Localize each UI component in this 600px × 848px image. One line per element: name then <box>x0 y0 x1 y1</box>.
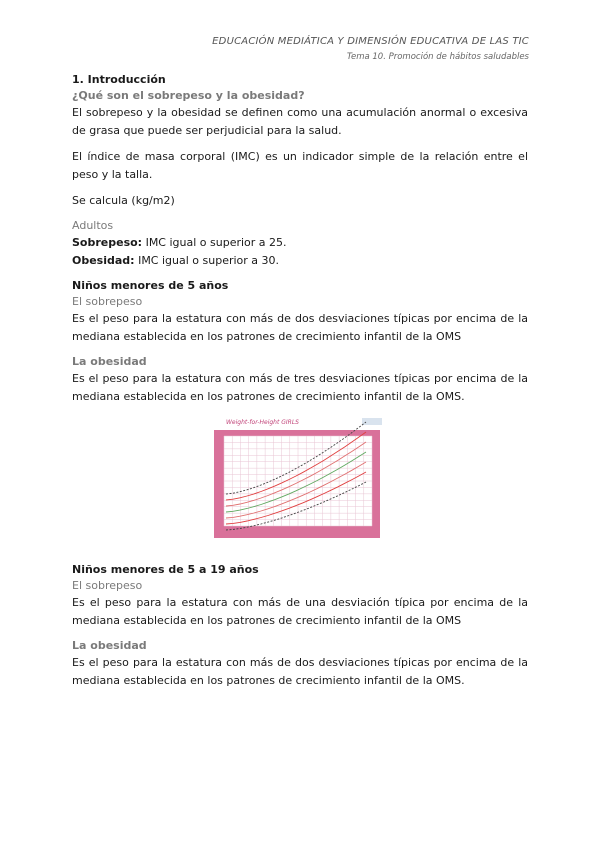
adults-overweight-label: Sobrepeso: <box>72 236 143 249</box>
5to19-overweight-title: El sobrepeso <box>72 579 143 592</box>
under5-overweight-text: Es el peso para la estatura con más de dos desviaciones típicas por encima de la mediana establecida en los patrones de crecimiento infantil de la OMS <box>72 312 528 343</box>
5to19-obesity-text: Es el peso para la estatura con más de dos desviaciones típicas por encima de la mediana establecida en los patrones de crecimiento infantil de la OMS. <box>72 656 528 687</box>
adults-overweight <box>72 234 528 252</box>
adults-overweight-text: IMC igual o superior a 25. <box>142 236 287 249</box>
adults-obesity-label: Obesidad: <box>72 254 135 267</box>
adults-title: Adultos <box>72 219 114 232</box>
section-title-intro: 1. Introducción <box>72 73 166 86</box>
under5-overweight-title: El sobrepeso <box>72 295 143 308</box>
under5-obesity-title: La obesidad <box>72 355 147 368</box>
growth-chart-graphic <box>212 416 388 542</box>
intro-paragraph-3: Se calcula (kg/m2) <box>72 194 175 207</box>
adults-obesity <box>72 252 528 270</box>
header-topic-title: Tema 10. Promoción de hábitos saludables <box>346 52 529 62</box>
header-course-title: EDUCACIÓN MEDIÁTICA Y DIMENSIÓN EDUCATIVA DE LAS TIC <box>212 36 529 47</box>
intro-paragraph-2: El índice de masa corporal (IMC) es un indicador simple de la relación entre el peso y la talla. <box>72 150 528 181</box>
document-body <box>72 72 528 690</box>
intro-paragraph-1: El sobrepeso y la obesidad se definen como una acumulación anormal o excesiva de grasa que puede ser perjudicial para la salud. <box>72 106 528 137</box>
weight-for-height-chart-image <box>212 416 388 542</box>
section-title-5to19: Niños menores de 5 a 19 años <box>72 563 259 576</box>
page-header <box>212 36 529 62</box>
5to19-obesity-title: La obesidad <box>72 639 147 652</box>
5to19-overweight-text: Es el peso para la estatura con más de una desviación típica por encima de la mediana establecida en los patrones de crecimiento infantil de la OMS <box>72 596 528 627</box>
under5-obesity-text: Es el peso para la estatura con más de tres desviaciones típicas por encima de la mediana establecida en los patrones de crecimiento infantil de la OMS. <box>72 372 528 403</box>
section-title-under5: Niños menores de 5 años <box>72 279 229 292</box>
adults-obesity-text: IMC igual o superior a 30. <box>134 254 280 267</box>
intro-question: ¿Qué son el sobrepeso y la obesidad? <box>72 89 305 102</box>
chart-title: Weight-for-Height GIRLS <box>226 419 299 426</box>
